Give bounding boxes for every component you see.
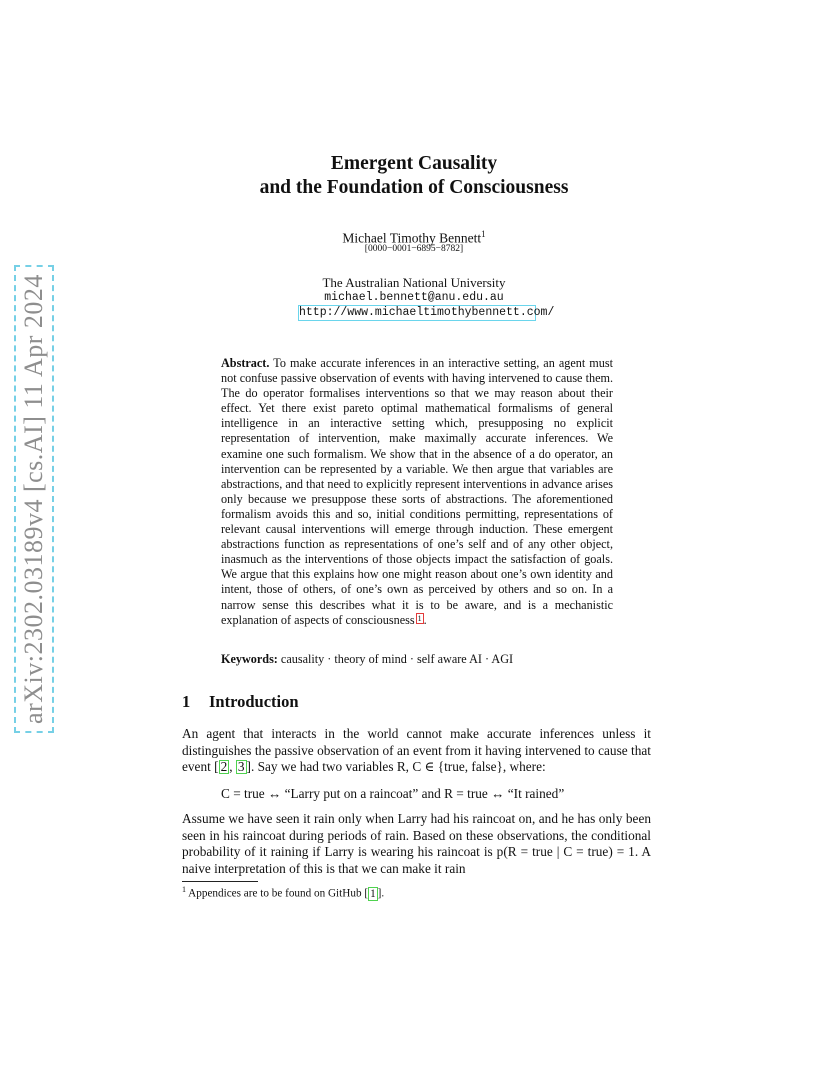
keywords [221,652,613,667]
paragraph-text: ]. Say we had two variables R, C ∈ {true, false}, where: [246,759,546,775]
homepage-link[interactable]: http://www.michaeltimothybennett.com/ [299,306,555,319]
orcid: [0000−0001−6895−8782] [364,244,464,254]
equation: C = true ↔ “Larry put on a raincoat” and R = true ↔ “It rained” [221,786,565,801]
arxiv-identifier-box[interactable] [14,265,54,733]
paragraph-text: An agent that interacts in the world cannot make accurate inferences unless it distinguishes the passive observation of an event from it having intervened to cause that event [ [182,726,651,775]
abstract-text: To make accurate inferences in an interactive setting, an agent must not confuse passive observation of events with having intervened to cause them. The do operator formalises interventions so that we may reason about their effect. Yet there exist pareto optimal mathematical formalisms of general intelligence in an interactive setting which, presupposing no explicit representation of intervention, make maximally accurate inferences. We examine one such formalism. We show that in the absence of a do operator, an intervention can be represented by a variable. We then argue that variables are abstractions, and that need to explicitly represent interventions in advance arises only because we presuppose these sorts of abstractions. The aforementioned formalism avoids this and so, initial conditions permitting, representations of relevant causal interventions will emerge through induction. These emergent abstractions function as representations of one’s self and of any other object, inasmuch as the interventions of those objects impact the satisfaction of goals. We argue that this explains how one might reason about one’s own identity and intent, those of others, of one’s own as perceived by others and so on. In a narrow sense this describes what it is to be aware, and is a mechanistic explanation of aspects of consciousness [221,356,613,627]
footnote-mark: 1 [182,885,186,894]
intro-paragraph-2: Assume we have seen it rain only when Larry had his raincoat on, and he has only been seen in his raincoat during periods of rain. Based on these observations, the conditional probability of it raining if Larry is wearing his raincoat is p(R = true | C = true) = 1. A naive interpretation of this is that we can make it rain [182,811,651,876]
intro-paragraph-1 [182,726,651,776]
email: michael.bennett@anu.edu.au [324,291,504,304]
keywords-label: Keywords: [221,652,278,666]
footnote-end: ]. [377,887,385,900]
arxiv-identifier: arXiv:2302.03189v4 [cs.AI] 11 Apr 2024 [19,274,48,724]
footnote [182,885,384,901]
citation-separator: , [229,759,236,775]
paper-title [0,152,828,200]
abstract-end: . [423,612,427,627]
section-title: Introduction [209,692,299,711]
author-affiliation-mark: 1 [481,229,486,239]
footnote-citation-link[interactable]: 1 [370,887,376,900]
author-name: Michael Timothy Bennett [342,230,482,246]
abstract-label: Abstract. [221,356,270,370]
institution: The Australian National University [322,275,506,290]
footnote-link[interactable]: 1 [417,613,422,623]
citation-link[interactable]: 2 [220,759,228,775]
section-heading [182,692,299,712]
abstract [221,356,613,628]
title-line-1: Emergent Causality [330,153,498,174]
footnote-rule [182,881,258,882]
title-line-2: and the Foundation of Consciousness [259,177,569,198]
footnote-text: Appendices are to be found on GitHub [ [186,887,369,900]
keywords-text: causality · theory of mind · self aware AI · AGI [277,652,514,666]
citation-link[interactable]: 3 [237,759,245,775]
section-number: 1 [182,692,191,711]
